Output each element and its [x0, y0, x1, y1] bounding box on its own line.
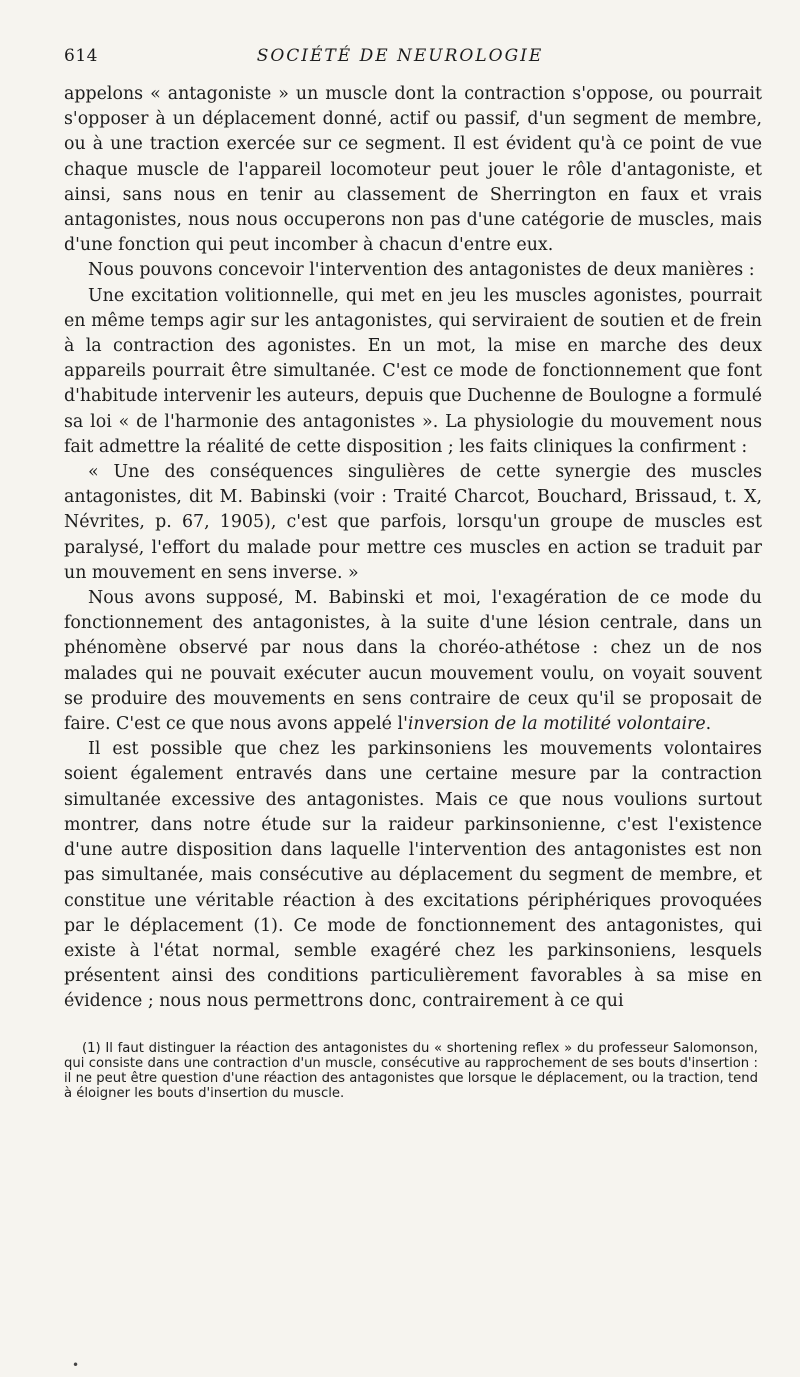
paragraph-inversion-motilite [64, 586, 762, 737]
page-number: 614 [64, 46, 98, 66]
paragraph-antagoniste-definition: appelons « antagoniste » un muscle dont la contraction s'oppose, ou pourrait s'opposer à un déplacement donné, actif ou passif, d'un segment de membre, ou à une traction exercée sur ce segment. Il est évident qu'à ce point de vue chaque muscle de l'appareil locomoteur peut jouer le rôle d'antagoniste, et ainsi, sans nous en tenir au classement de Sherrington en faux et vrais antagonistes, nous nous occuperons non pas d'une catégorie de muscles, mais d'une fonction qui peut incomber à chacun d'entre eux. [64, 84, 762, 256]
print-speck-mark: • [72, 1358, 80, 1372]
inversion-term: inversion de la motilité volontaire [407, 714, 706, 735]
footnotes [64, 1041, 762, 1101]
paragraph-parkinsoniens: Il est possible que chez les parkinsoniens les mouvements volontaires soient également entravés dans une certaine mesure par la contraction simultanée excessive des antagonistes. Mais ce que nous voulions surtout montrer, dans notre étude sur la raideur parkinsonienne, c'est l'existence d'une autre disposition dans laquelle l'intervention des antagonistes est non pas simultanée, mais consécutive au déplacement du segment de membre, et constitue une véritable réaction à des excitations périphériques provoquées par le déplacement (1). Ce mode de fonctionnement des antagonistes, qui existe à l'état normal, semble exagéré chez les parkinsoniens, lesquels présentent ainsi des conditions particulièrement favorables à sa mise en évidence ; nous nous permettrons donc, contrairement à ce qui [64, 739, 762, 1012]
inversion-text-before: Nous avons supposé, M. Babinski et moi, l'exagération de ce mode du fonctionnement des antagonistes, à la suite d'une lésion centrale, dans un phénomène observé par nous dans la choréo-athétose : chez un de nos malades qui ne pouvait exécuter aucun mouvement voulu, on voyait souvent se produire des mouvements en sens contraire de ceux qu'il se proposait de faire. C'est ce que nous avons appelé l' [64, 588, 762, 735]
running-head [64, 46, 762, 82]
paragraph-citation-babinski: « Une des conséquences singulières de cette synergie des muscles antagonistes, dit M. Babinski (voir : Traité Charcot, Bouchard, Brissaud, t. X, Névrites, p. 67, 1905), c'est que parfois, lorsqu'un groupe de muscles est paralysé, l'effort du malade pour mettre ces muscles en action se traduit par un mouvement en sens inverse. » [64, 462, 762, 583]
inversion-text-after: . [705, 714, 712, 735]
footnote-1: (1) Il faut distinguer la réaction des antagonistes du « shortening reflex » du professeur Salomonson, qui consiste dans une contraction d'un muscle, consécutive au rapprochement de ses bouts d'insertion : il ne peut être question d'une réaction des antagonistes que lorsque le déplacement, ou la traction, tend à éloigner les bouts d'insertion du muscle. [64, 1040, 758, 1101]
paragraph-deux-manieres: Nous pouvons concevoir l'intervention des antagonistes de deux manières : [88, 260, 755, 281]
paragraph-excitation-volitionnelle: Une excitation volitionnelle, qui met en jeu les muscles agonistes, pourrait en même temps agir sur les antagonistes, qui serviraient de soutien et de frein à la contraction des agonistes. En un mot, la mise en marche des deux appareils pourrait être simultanée. C'est ce mode de fonctionnement que font d'habitude intervenir les auteurs, depuis que Duchenne de Boulogne a formulé sa loi « de l'harmonie des antagonistes ». La physiologie du mouvement nous fait admettre la réalité de cette disposition ; les faits cliniques la confirment : [64, 285, 762, 457]
body-text [64, 82, 762, 1015]
journal-title: SOCIÉTÉ DE NEUROLOGIE [256, 46, 544, 66]
